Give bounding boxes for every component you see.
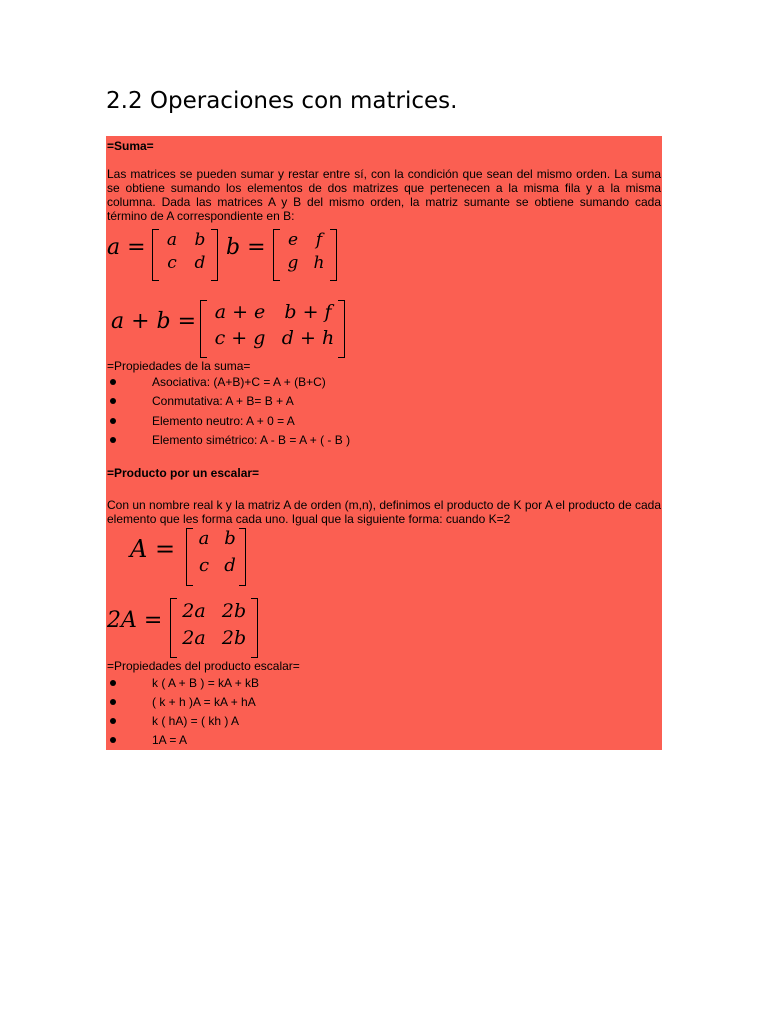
bullet-icon	[110, 737, 116, 743]
scalar-product-equation	[106, 598, 266, 658]
matrix-a-lhs: a =	[107, 235, 146, 260]
bullet-icon	[110, 680, 116, 686]
bullet-icon	[110, 437, 116, 443]
matrix-cell: f	[315, 230, 323, 250]
scalar-product-matrix	[170, 598, 258, 658]
matrix-cell: 2a	[182, 627, 206, 649]
matrix-cell: b	[194, 230, 206, 250]
matrix-cell: b	[224, 528, 236, 549]
suma-heading: =Suma=	[107, 139, 154, 153]
page-title: 2.2 Operaciones con matrices.	[106, 88, 458, 114]
bullet-icon	[110, 718, 116, 724]
matrix-a	[152, 229, 218, 281]
matrix-cell: c + g	[214, 327, 266, 349]
suma-props-heading: =Propiedades de la suma=	[107, 359, 251, 373]
producto-props-heading: =Propiedades del producto escalar=	[107, 659, 300, 673]
scalar-matrix	[186, 528, 246, 586]
matrix-cell: c	[167, 253, 177, 273]
matrix-cell: a	[198, 528, 210, 549]
matrix-cell: a	[166, 230, 178, 250]
matrix-cell: g	[287, 253, 299, 273]
matrix-cell: c	[198, 555, 210, 576]
suma-paragraph: Las matrices se pueden sumar y restar entre sí, con la condición que sean del mismo orden. La suma se obtiene sumando los elementos de dos matrizes que pertenecen a la misma fila y a la misma columna. Dada las matrices A y B del mismo orden, la matriz sumante se obtiene sumando cada término de A correspondiente en B:	[107, 167, 661, 223]
producto-heading: =Producto por un escalar=	[107, 466, 260, 480]
matrix-cell: d + h	[281, 327, 335, 349]
matrix-cell: h	[313, 253, 325, 273]
matrix-b	[273, 229, 337, 281]
matrix-cell: d	[194, 253, 206, 273]
matrix-cell: a + e	[214, 301, 266, 323]
bullet-icon	[110, 379, 116, 385]
scalar-matrix-equation	[126, 528, 251, 586]
bullet-icon	[110, 398, 116, 404]
matrix-cell: 2b	[221, 627, 247, 649]
matrix-cell: e	[287, 230, 299, 250]
sum-result-equation	[106, 300, 356, 358]
matrix-cell: b + f	[284, 301, 332, 323]
matrix-cell: 2b	[221, 600, 247, 622]
scalar-product-lhs: 2A =	[107, 608, 163, 633]
producto-paragraph: Con un nombre real k y la matriz A de orden (m,n), definimos el producto de K por A el producto de cada elemento que les forma cada uno. Igual que la siguiente forma: cuando K=2	[107, 498, 661, 526]
content-panel: =Suma= Las matrices se pueden sumar y restar entre sí, con la condición que sean del mismo orden. La suma se obtiene sumando los elementos de dos matrizes que pertenecen a la misma fila y a la misma columna. Dada las matrices A y B del mismo orden, la matriz sumante se obtiene sumando cada término de A correspondiente en B: a = a b c d b = e f g h a + b = a + e b + f c + g d + h =Propiedades de la suma= Asociativa: (A+B)+C = A + (B+C) Conmutativa: A + B= B + A Elemento neutro: A + 0 = A Elemento simétrico: A - B = A + ( - B ) =Producto por un escalar= Con un nombre real k y la matriz A de orden (m,n), definimos el producto de K por A el producto de cada elemento que les forma cada uno. Igual que la siguiente forma: cuando K=2 A = a b c d 2A = 2a 2b 2a 2b =Propiedades del producto escalar= k ( A + B ) = kA + kB ( k + h )A = kA + hA k ( hA) = ( kh ) A 1A = A	[106, 136, 662, 750]
matrix-cell: 2a	[182, 600, 206, 622]
matrix-b-lhs: b =	[226, 235, 266, 260]
sum-result-matrix	[200, 300, 345, 358]
scalar-matrix-lhs: A =	[130, 535, 176, 563]
bullet-icon	[110, 699, 116, 705]
sum-matrices-equation	[106, 229, 346, 281]
matrix-cell: d	[224, 555, 236, 576]
bullet-icon	[110, 418, 116, 424]
sum-result-lhs: a + b =	[111, 309, 197, 334]
